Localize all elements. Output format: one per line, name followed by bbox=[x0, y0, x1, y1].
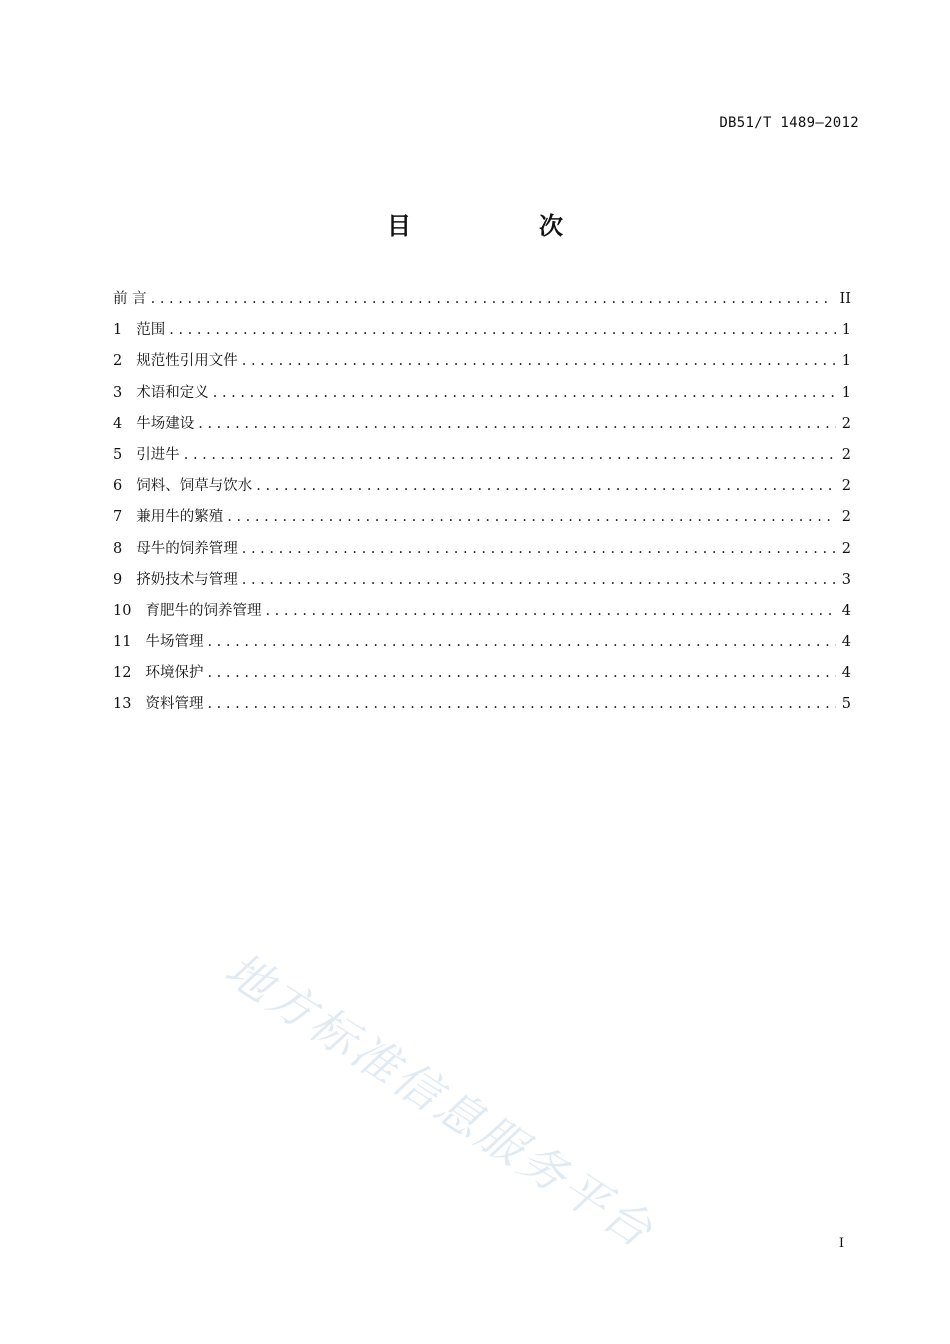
toc-entry-label: 规范性引用文件 bbox=[136, 353, 238, 370]
toc-entry-label: 范围 bbox=[136, 322, 166, 339]
toc-entry-13[interactable] bbox=[113, 689, 851, 720]
toc-entry-number: 6 bbox=[113, 478, 123, 495]
toc-entry-9[interactable] bbox=[113, 565, 851, 596]
dot-leader bbox=[227, 502, 836, 533]
toc-entry-page: 4 bbox=[841, 602, 851, 619]
toc-entry-10[interactable] bbox=[113, 596, 851, 627]
toc-entry-label: 牛场建设 bbox=[136, 415, 195, 432]
watermark: 地方标准信息服务平台 bbox=[215, 941, 665, 1260]
toc-entry-label: 环境保护 bbox=[145, 665, 204, 682]
toc-entry-page: 2 bbox=[841, 446, 851, 463]
toc-entry-number: 7 bbox=[113, 509, 123, 526]
dot-leader bbox=[242, 565, 836, 596]
toc-entry-2[interactable] bbox=[113, 346, 851, 377]
dot-leader bbox=[169, 315, 836, 346]
toc-entry-label: 母牛的饲养管理 bbox=[136, 540, 238, 557]
toc-entry-label: 术语和定义 bbox=[136, 384, 209, 401]
toc-entry-page: 2 bbox=[841, 540, 851, 557]
toc-list bbox=[113, 284, 851, 721]
toc-entry-page: 3 bbox=[841, 571, 851, 588]
dot-leader bbox=[256, 471, 836, 502]
standard-code: DB51/T 1489—2012 bbox=[719, 115, 859, 131]
toc-entry-page: 5 bbox=[841, 696, 851, 713]
toc-entry-label: 育肥牛的饲养管理 bbox=[145, 602, 262, 619]
dot-leader bbox=[265, 596, 835, 627]
toc-entry-page: 2 bbox=[841, 478, 851, 495]
toc-entry-5[interactable] bbox=[113, 440, 851, 471]
toc-entry-number: 9 bbox=[113, 571, 123, 588]
toc-entry-1[interactable] bbox=[113, 315, 851, 346]
toc-entry-page: II bbox=[839, 291, 851, 307]
toc-entry-number: 13 bbox=[113, 696, 132, 713]
toc-entry-page: 4 bbox=[841, 634, 851, 651]
toc-entry-label: 前 言 bbox=[113, 291, 147, 307]
toc-entry-number: 4 bbox=[113, 415, 123, 432]
toc-entry-page: 4 bbox=[841, 665, 851, 682]
toc-entry-number: 3 bbox=[113, 384, 123, 401]
toc-entry-label: 引进牛 bbox=[136, 446, 180, 463]
toc-entry-number: 8 bbox=[113, 540, 123, 557]
toc-entry-12[interactable] bbox=[113, 658, 851, 689]
dot-leader bbox=[242, 346, 836, 377]
toc-entry-page: 1 bbox=[841, 353, 851, 370]
dot-leader bbox=[213, 378, 836, 409]
toc-entry-4[interactable] bbox=[113, 409, 851, 440]
toc-entry-number: 1 bbox=[113, 322, 123, 339]
toc-entry-number: 11 bbox=[113, 634, 132, 651]
toc-entry-number: 10 bbox=[113, 602, 132, 619]
toc-entry-page: 1 bbox=[841, 384, 851, 401]
dot-leader bbox=[242, 534, 836, 565]
dot-leader bbox=[198, 409, 836, 440]
toc-entry-page: 1 bbox=[841, 322, 851, 339]
toc-entry-foreword[interactable] bbox=[113, 284, 851, 315]
toc-entry-label: 兼用牛的繁殖 bbox=[136, 509, 224, 526]
toc-entry-label: 牛场管理 bbox=[145, 634, 204, 651]
toc-entry-6[interactable] bbox=[113, 471, 851, 502]
page-number: I bbox=[838, 1236, 844, 1251]
toc-entry-label: 资料管理 bbox=[145, 696, 204, 713]
toc-entry-label: 饲料、饲草与饮水 bbox=[136, 478, 253, 495]
toc-entry-label: 挤奶技术与管理 bbox=[136, 571, 238, 588]
dot-leader bbox=[184, 440, 836, 471]
dot-leader bbox=[207, 627, 835, 658]
toc-entry-number: 12 bbox=[113, 665, 132, 682]
toc-entry-8[interactable] bbox=[113, 534, 851, 565]
toc-entry-number: 5 bbox=[113, 446, 123, 463]
toc-entry-7[interactable] bbox=[113, 502, 851, 533]
dot-leader bbox=[151, 284, 834, 315]
toc-entry-page: 2 bbox=[841, 415, 851, 432]
dot-leader bbox=[207, 689, 835, 720]
toc-entry-page: 2 bbox=[841, 509, 851, 526]
page-title: 目 次 bbox=[387, 212, 615, 240]
dot-leader bbox=[207, 658, 835, 689]
toc-entry-11[interactable] bbox=[113, 627, 851, 658]
toc-entry-3[interactable] bbox=[113, 378, 851, 409]
toc-entry-number: 2 bbox=[113, 353, 123, 370]
